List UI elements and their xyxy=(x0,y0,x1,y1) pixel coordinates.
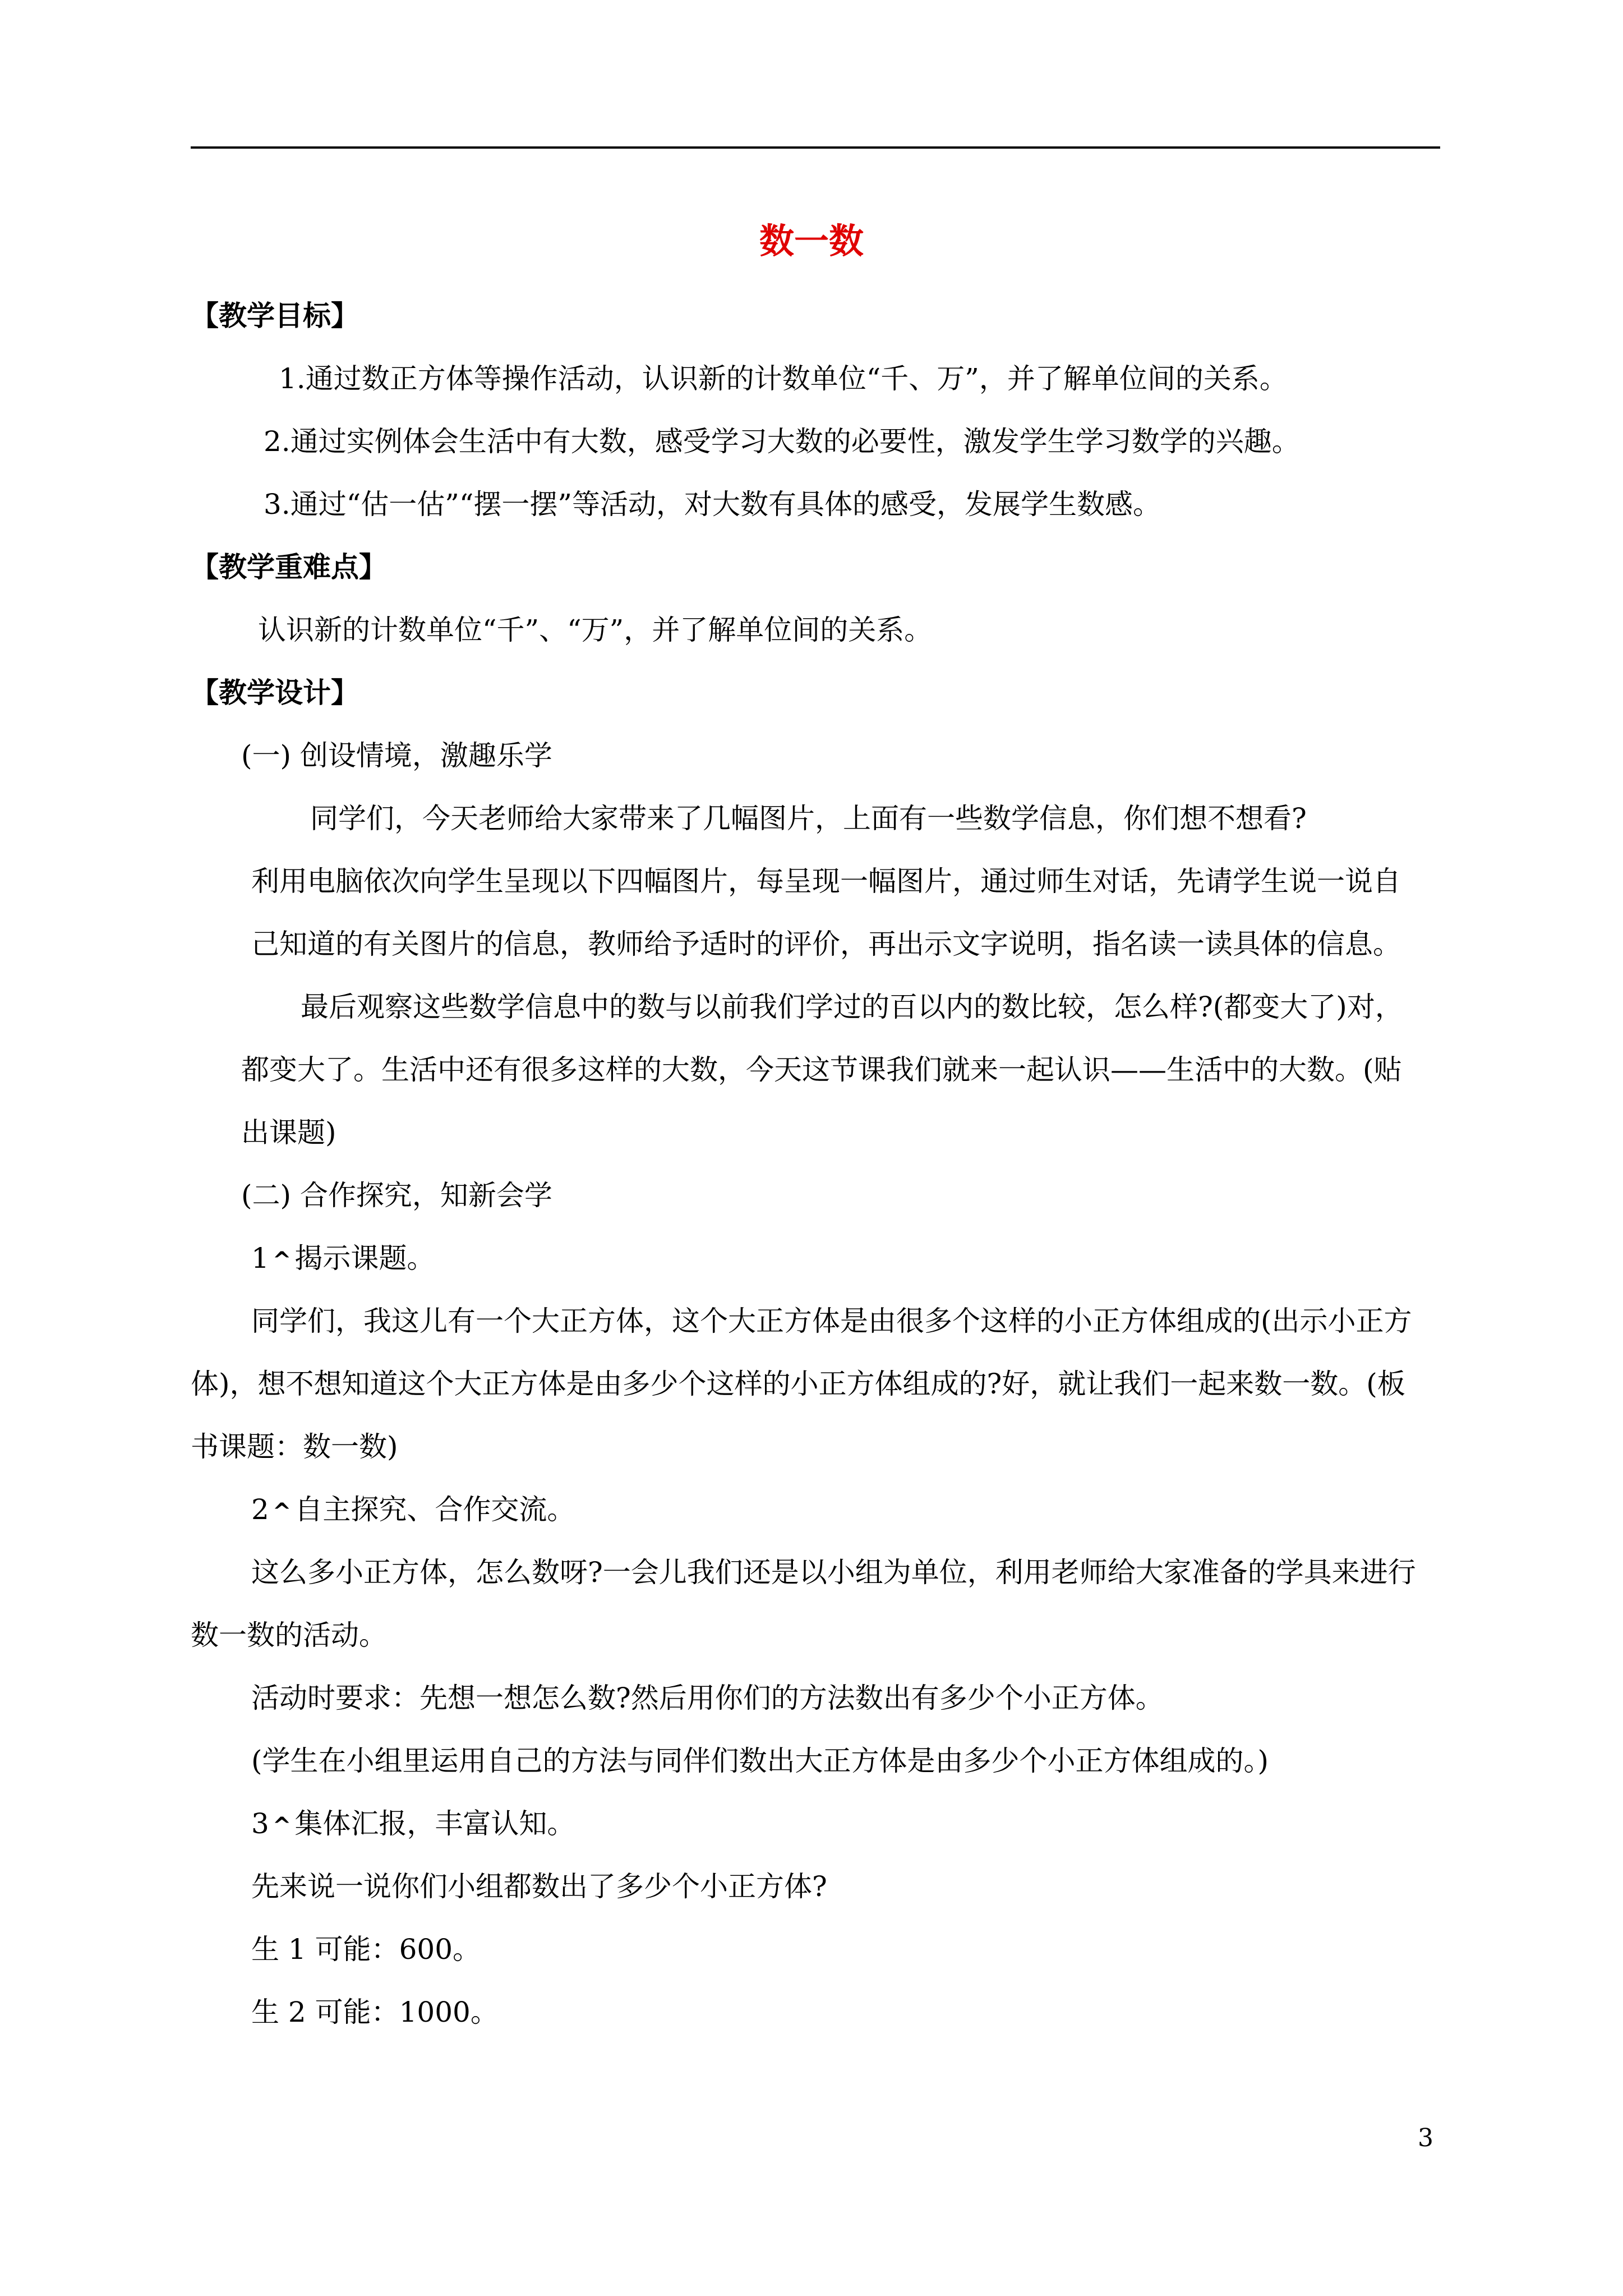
paragraph-line: 体)，想不想知道这个大正方体是由多少个这样的小正方体组成的?好，就让我们一起来数一数。(板 xyxy=(191,1368,1405,1400)
step-label: 自主探究、合作交流。 xyxy=(294,1493,575,1526)
step-number: 1 xyxy=(251,1242,269,1274)
caret-up-icon: ^ xyxy=(272,1499,292,1525)
step-number: 2 xyxy=(251,1493,269,1526)
step-heading xyxy=(251,1804,575,1846)
paragraph-line: 生 2 可能：1000。 xyxy=(251,1996,499,2028)
keypoints-text: 认识新的计数单位“千”、“万”，并了解单位间的关系。 xyxy=(258,614,933,646)
header-rule xyxy=(191,146,1440,149)
objective-item: 1.通过数正方体等操作活动，认识新的计数单位“千、万”，并了解单位间的关系。 xyxy=(279,362,1288,395)
paragraph-line: 都变大了。生活中还有很多这样的大数，今天这节课我们就来一起认识——生活中的大数。(贴 xyxy=(241,1053,1402,1086)
caret-up-icon: ^ xyxy=(272,1813,292,1839)
section-heading: (一) 创设情境，激趣乐学 xyxy=(241,739,552,772)
objective-item: 2.通过实例体会生活中有大数，感受学习大数的必要性，激发学生学习数学的兴趣。 xyxy=(264,425,1300,458)
paragraph-line: 生 1 可能：600。 xyxy=(251,1933,481,1966)
caret-up-icon: ^ xyxy=(272,1248,292,1273)
objective-item: 3.通过“估一估”“摆一摆”等活动，对大数有具体的感受，发展学生数感。 xyxy=(264,488,1161,521)
paragraph-line: 己知道的有关图片的信息，教师给予适时的评价，再出示文字说明，指名读一读具体的信息。 xyxy=(251,928,1401,960)
section-heading: (二) 合作探究，知新会学 xyxy=(241,1179,552,1212)
paragraph-line: 同学们，我这儿有一个大正方体，这个大正方体是由很多个这样的小正方体组成的(出示小正方 xyxy=(251,1305,1412,1337)
step-heading xyxy=(251,1239,435,1280)
page-number: 3 xyxy=(1418,2124,1433,2152)
paragraph-line: 出课题) xyxy=(241,1116,336,1149)
objectives-heading: 【教学目标】 xyxy=(191,300,359,332)
design-heading: 【教学设计】 xyxy=(191,677,359,709)
paragraph-line: 书课题：数一数) xyxy=(191,1430,398,1463)
paragraph-line: 数一数的活动。 xyxy=(191,1619,387,1651)
paragraph-line: 利用电脑依次向学生呈现以下四幅图片，每呈现一幅图片，通过师生对话，先请学生说一说自 xyxy=(251,865,1401,898)
step-label: 集体汇报，丰富认知。 xyxy=(294,1807,575,1840)
paragraph-line: 最后观察这些数学信息中的数与以前我们学过的百以内的数比较，怎么样?(都变大了)对， xyxy=(301,991,1403,1023)
step-label: 揭示课题。 xyxy=(294,1242,435,1274)
paragraph-line: 先来说一说你们小组都数出了多少个小正方体? xyxy=(251,1870,827,1903)
paragraph-line: (学生在小组里运用自己的方法与同伴们数出大正方体是由多少个小正方体组成的。) xyxy=(251,1745,1269,1777)
step-number: 3 xyxy=(251,1807,269,1840)
paragraph-line: 这么多小正方体，怎么数呀?一会儿我们还是以小组为单位，利用老师给大家准备的学具来进行 xyxy=(251,1556,1416,1589)
step-heading xyxy=(251,1490,575,1531)
keypoints-heading: 【教学重难点】 xyxy=(191,551,387,583)
paragraph-line: 活动时要求：先想一想怎么数?然后用你们的方法数出有多少个小正方体。 xyxy=(251,1682,1164,1714)
paragraph-line: 同学们，今天老师给大家带来了几幅图片，上面有一些数学信息，你们想不想看? xyxy=(310,802,1307,835)
page-title: 数一数 xyxy=(759,220,864,261)
